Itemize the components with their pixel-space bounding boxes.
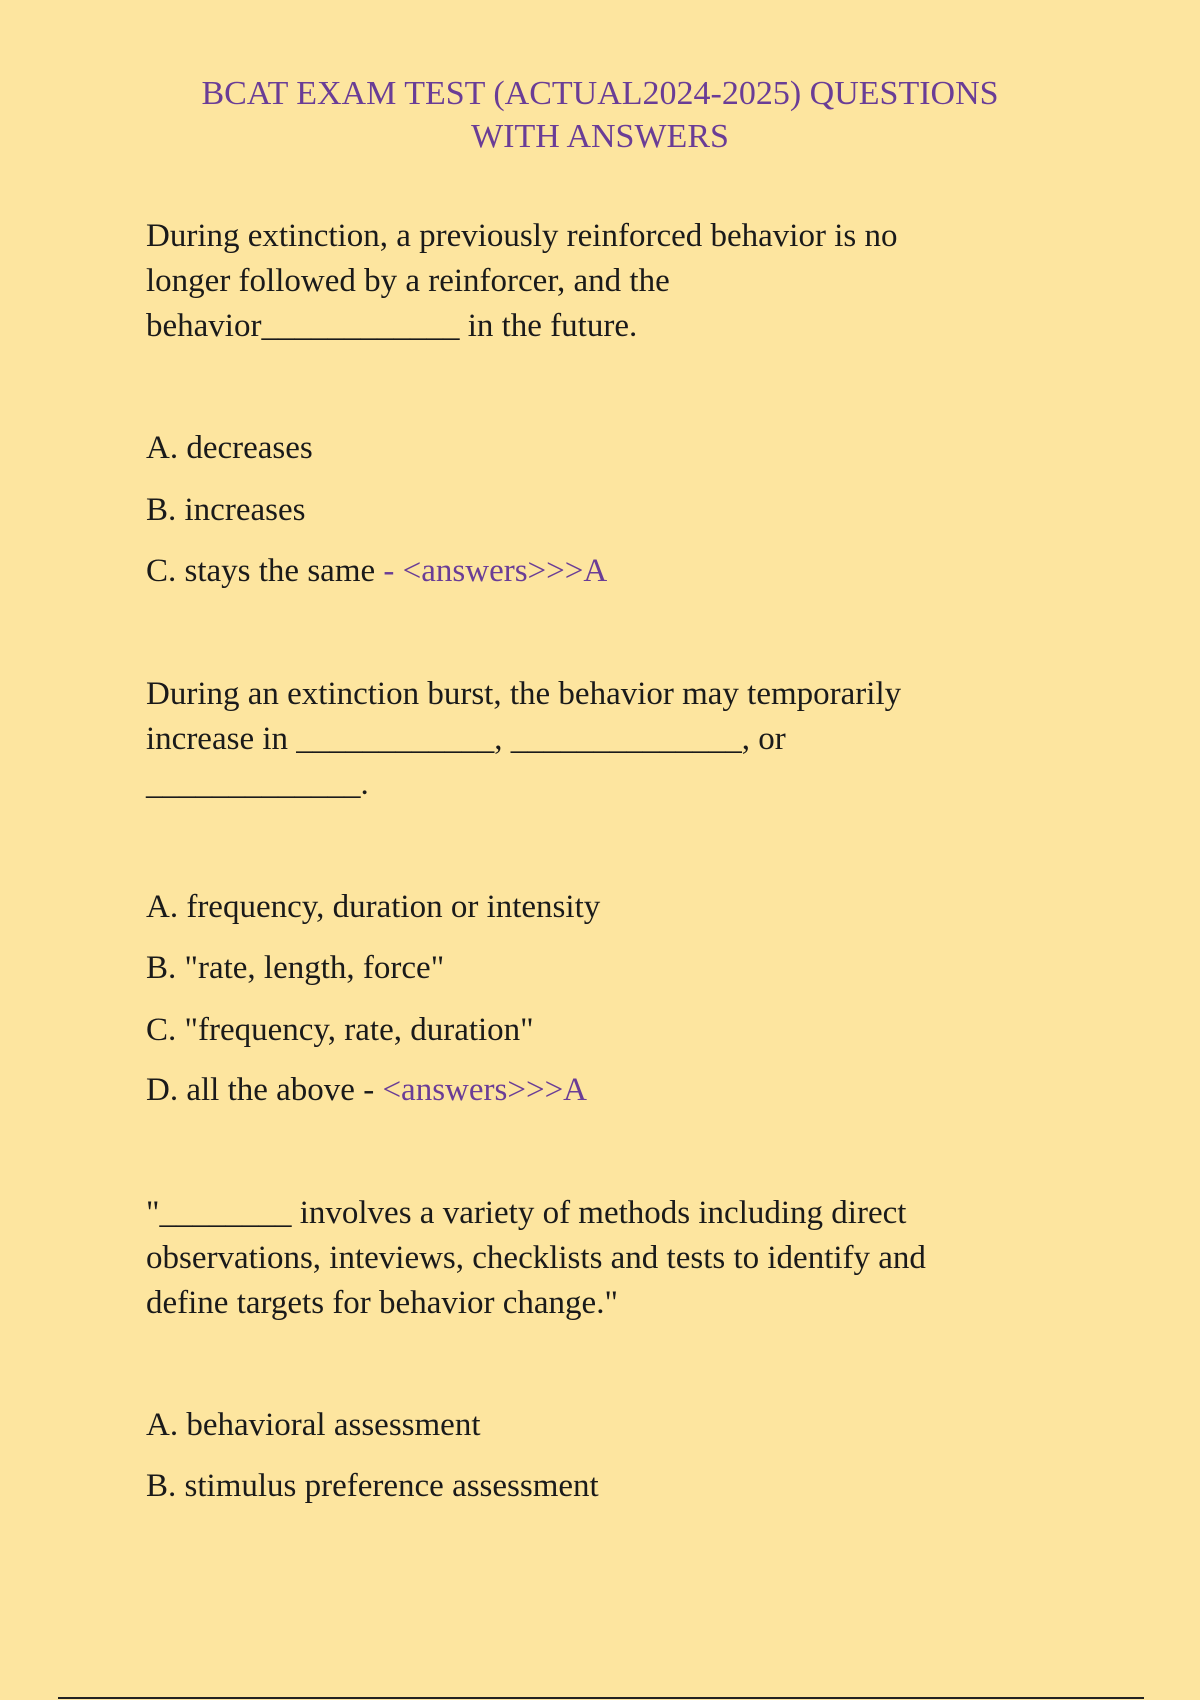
question-1-option-c: [146, 551, 607, 591]
question-line: observations, inteviews, checklists and tests to identify and: [146, 1240, 926, 1276]
answer-key: <answers>>>A: [402, 553, 608, 589]
option-text: C. stays the same: [146, 553, 376, 589]
question-line: _____________.: [146, 766, 369, 802]
question-line: behavior____________ in the future.: [146, 308, 638, 344]
option-text: D. all the above: [146, 1072, 355, 1108]
question-2-option-c: C. "frequency, rate, duration": [146, 1012, 534, 1048]
question-1-text: [146, 214, 1046, 349]
question-line: longer followed by a reinforcer, and the: [146, 263, 670, 299]
question-3-option-a: A. behavioral assessment: [146, 1407, 481, 1443]
question-line: "________ involves a variety of methods including direct: [146, 1195, 907, 1231]
answer-separator: -: [375, 553, 403, 589]
question-3-option-b: B. stimulus preference assessment: [146, 1468, 599, 1504]
question-2-option-d: [146, 1070, 587, 1110]
question-1-option-a: A. decreases: [146, 430, 313, 466]
question-2-option-a: A. frequency, duration or intensity: [146, 889, 601, 925]
answer-key: <answers>>>A: [382, 1072, 588, 1108]
question-line: During extinction, a previously reinforced behavior is no: [146, 218, 898, 254]
question-line: increase in ____________, ______________, or: [146, 721, 786, 757]
question-line: During an extinction burst, the behavior may temporarily: [146, 676, 902, 712]
title-line-2: WITH ANSWERS: [471, 118, 729, 155]
question-line: define targets for behavior change.": [146, 1285, 618, 1321]
question-2-option-b: B. "rate, length, force": [146, 950, 445, 986]
question-1-option-b: B. increases: [146, 492, 306, 528]
answer-separator: -: [354, 1072, 383, 1108]
question-3-text: [146, 1191, 1046, 1326]
footer-divider: [58, 1697, 1144, 1699]
question-2-text: [146, 672, 1046, 807]
page-title: [0, 72, 1200, 158]
title-line-1: BCAT EXAM TEST (ACTUAL2024-2025) QUESTIONS: [201, 75, 999, 112]
